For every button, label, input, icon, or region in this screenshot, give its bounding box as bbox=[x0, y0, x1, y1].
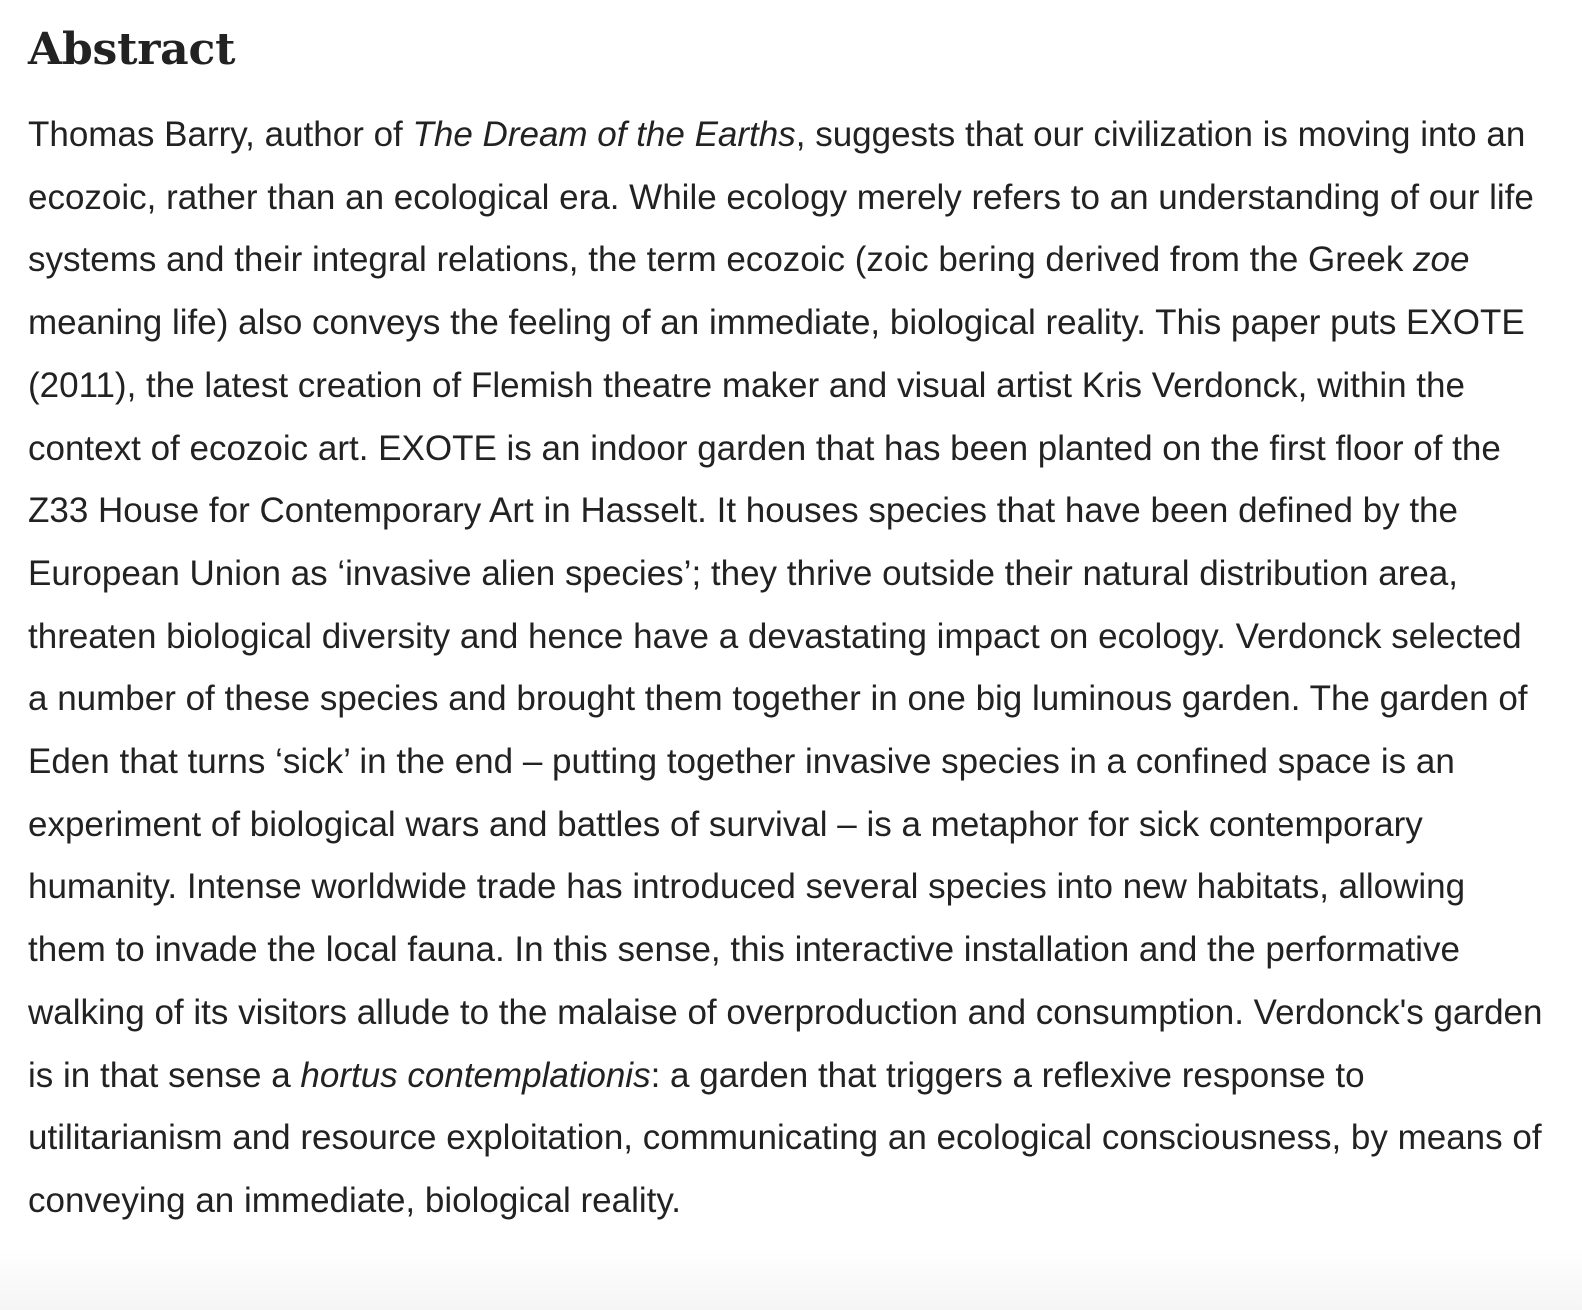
abstract-text-segment: Thomas Barry, author of bbox=[28, 115, 413, 154]
abstract-text-segment: meaning life) also conveys the feeling of an immediate, biological reality. This paper puts EXOTE (2011), the latest creation of Flemish theatre maker and visual artist Kris Verdonck, within the context of ecozoic art. EXOTE is an indoor garden that has been planted on the first floor of the Z33 House for Contemporary Art in Hasselt. It houses species that have been defined by the European Union as ‘invasive alien species’; they thrive outside their natural distribution area, threaten biological diversity and hence have a devastating impact on ecology. Verdonck selected a number of these species and brought them together in one big luminous garden. The garden of Eden that turns ‘sick’ in the end – putting together invasive species in a confined space is an experiment of biological wars and battles of survival – is a metaphor for sick contemporary humanity. Intense worldwide trade has introduced several species into new habitats, allowing them to invade the local fauna. In this sense, this interactive installation and the performative walking of its visitors allude to the malaise of overproduction and consumption. Verdonck's garden is in that sense a bbox=[28, 303, 1543, 1095]
greek-term-italic: zoe bbox=[1413, 240, 1470, 280]
book-title-italic: The Dream of the Earths bbox=[412, 115, 796, 154]
abstract-paragraph bbox=[28, 104, 1548, 1233]
abstract-text-segment: , suggests that our civilization is moving into an ecozoic, rather than an ecological era. While ecology merely refers to an understanding of our life systems and their integral relations, the term ecozoic (zoic bering derived from the Greek bbox=[28, 115, 1534, 280]
latin-term-italic: hortus contemplationis bbox=[300, 1055, 651, 1095]
abstract-text-segment: : a garden that triggers a reflexive response to utilitarianism and resource exploitation, communicating an ecological consciousness, by means of conveying an immediate, biological reality. bbox=[28, 1055, 1542, 1220]
section-heading: Abstract bbox=[28, 24, 236, 75]
